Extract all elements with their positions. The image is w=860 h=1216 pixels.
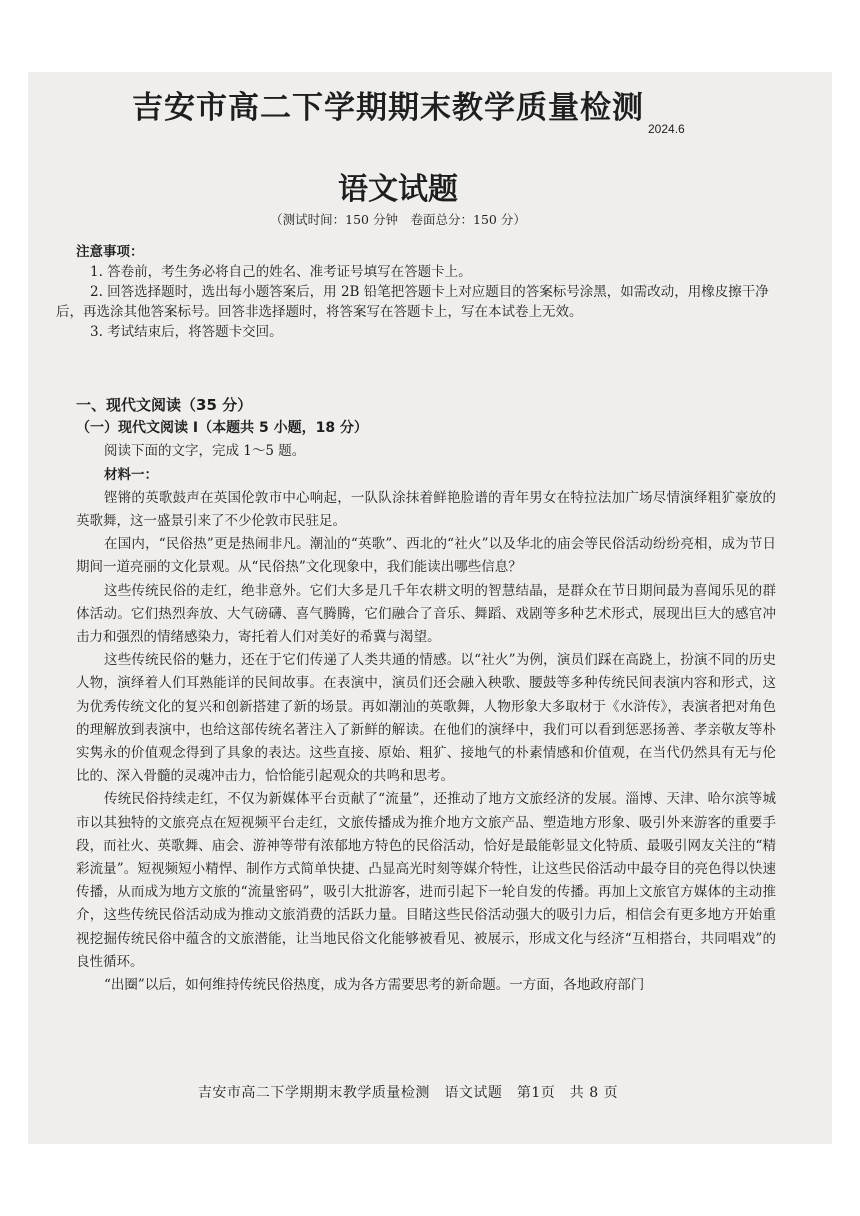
instruction: 阅读下面的文字，完成 1～5 题。	[104, 443, 306, 460]
section-heading: 一、现代文阅读（35 分）	[76, 396, 253, 414]
exam-meta: （测试时间：150 分钟 卷面总分：150 分）	[270, 212, 526, 227]
note-item: 3. 考试结束后，将答题卡交回。	[90, 324, 283, 340]
paragraph: “出圈”以后，如何维持传统民俗热度，成为各方需要思考的新命题。一方面，各地政府部门	[104, 977, 645, 994]
paragraph: 在国内，“民俗热”更是热闹非凡。潮汕的“英歌”、西北的“社火”以及华北的庙会等民俗活动纷纷亮相，成为节日期间一道亮丽的文化景观。从“民俗热”文化现象中，我们能读出哪些信息？	[76, 536, 776, 576]
material-label: 材料一：	[104, 466, 158, 483]
note-item: 2. 回答选择题时，选出每小题答案后，用 2B 铅笔把答题卡上对应题目的答案标号涂黑，如需改动，用橡皮擦干净后，再选涂其他答案标号。回答非选择题时，将答案写在答题卡上，写在本试卷上无效。	[56, 284, 769, 320]
page-footer: 吉安市高二下学期期末教学质量检测 语文试题 第1页 共 8 页	[197, 1085, 619, 1101]
exam-date: 2024.6	[648, 122, 685, 136]
exam-page	[28, 72, 832, 1144]
paragraph: 这些传统民俗的魅力，还在于它们传递了人类共通的情感。以“社火”为例，演员们踩在高跷上，扮演不同的历史人物，演绎着人们耳熟能详的民间故事。在表演中，演员们还会融入秧歌、腰鼓等多种传统民间表演内容和形式，这为优秀传统文化的复兴和创新搭建了新的场景。再如潮汕的英歌舞，人物形象大多取材于《水浒传》，表演者把对角色的理解放到表演中，也给这部传统名著注入了新鲜的解读。在他们的演绎中，我们可以看到惩恶扬善、孝亲敬友等朴实隽永的价值观念得到了具象的表达。这些直接、原始、粗犷、接地气的朴素情感和价值观，在当代仍然具有无与伦比的、深入骨髓的灵魂冲击力，恰恰能引起观众的共鸣和思考。	[76, 652, 776, 785]
note-item: 1. 答卷前，考生务必将自己的姓名、准考证号填写在答题卡上。	[90, 264, 472, 280]
section-subheading: （一）现代文阅读 Ⅰ（本题共 5 小题，18 分）	[76, 420, 368, 437]
exam-title: 吉安市高二下学期期末教学质量检测	[132, 90, 644, 126]
subject-title: 语文试题	[338, 172, 458, 207]
paragraph: 铿锵的英歌鼓声在英国伦敦市中心响起，一队队涂抹着鲜艳脸谱的青年男女在特拉法加广场尽情演绎粗犷豪放的英歌舞，这一盛景引来了不少伦敦市民驻足。	[76, 489, 776, 530]
paragraph: 传统民俗持续走红，不仅为新媒体平台贡献了“流量”，还推动了地方文旅经济的发展。淄博、天津、哈尔滨等城市以其独特的文旅亮点在短视频平台走红，文旅传播成为推介地方文旅产品、塑造地方形象、吸引外来游客的重要手段，而社火、英歌舞、庙会、游神等带有浓郁地方特色的民俗活动，恰好是最能彰显文化特质、最吸引网友关注的“精彩流量”。短视频短小精悍、制作方式简单快捷、凸显高光时刻等媒介特性，让这些民俗活动中最夺目的亮色得以快速传播，从而成为地方文旅的“流量密码”，吸引大批游客，进而引起下一轮自发的传播。再加上文旅官方媒体的主动推介，这些传统民俗活动成为推动文旅消费的活跃力量。目睹这些民俗活动强大的吸引力后，相信会有更多地方开始重视挖掘传统民俗中蕴含的文旅潜能，让当地民俗文化能够被看见、被展示，形成文化与经济“互相搭台，共同唱戏”的良性循环。	[76, 791, 776, 970]
reading-section	[76, 394, 776, 997]
notes-block	[56, 242, 786, 342]
notes-heading: 注意事项：	[76, 244, 144, 260]
paragraph: 这些传统民俗的走红，绝非意外。它们大多是几千年农耕文明的智慧结晶，是群众在节日期间最为喜闻乐见的群体活动。它们热烈奔放、大气磅礴、喜气腾腾，它们融合了音乐、舞蹈、戏剧等多种艺术形式，展现出巨大的感官冲击力和强烈的情绪感染力，寄托着人们对美好的希冀与渴望。	[76, 582, 776, 646]
